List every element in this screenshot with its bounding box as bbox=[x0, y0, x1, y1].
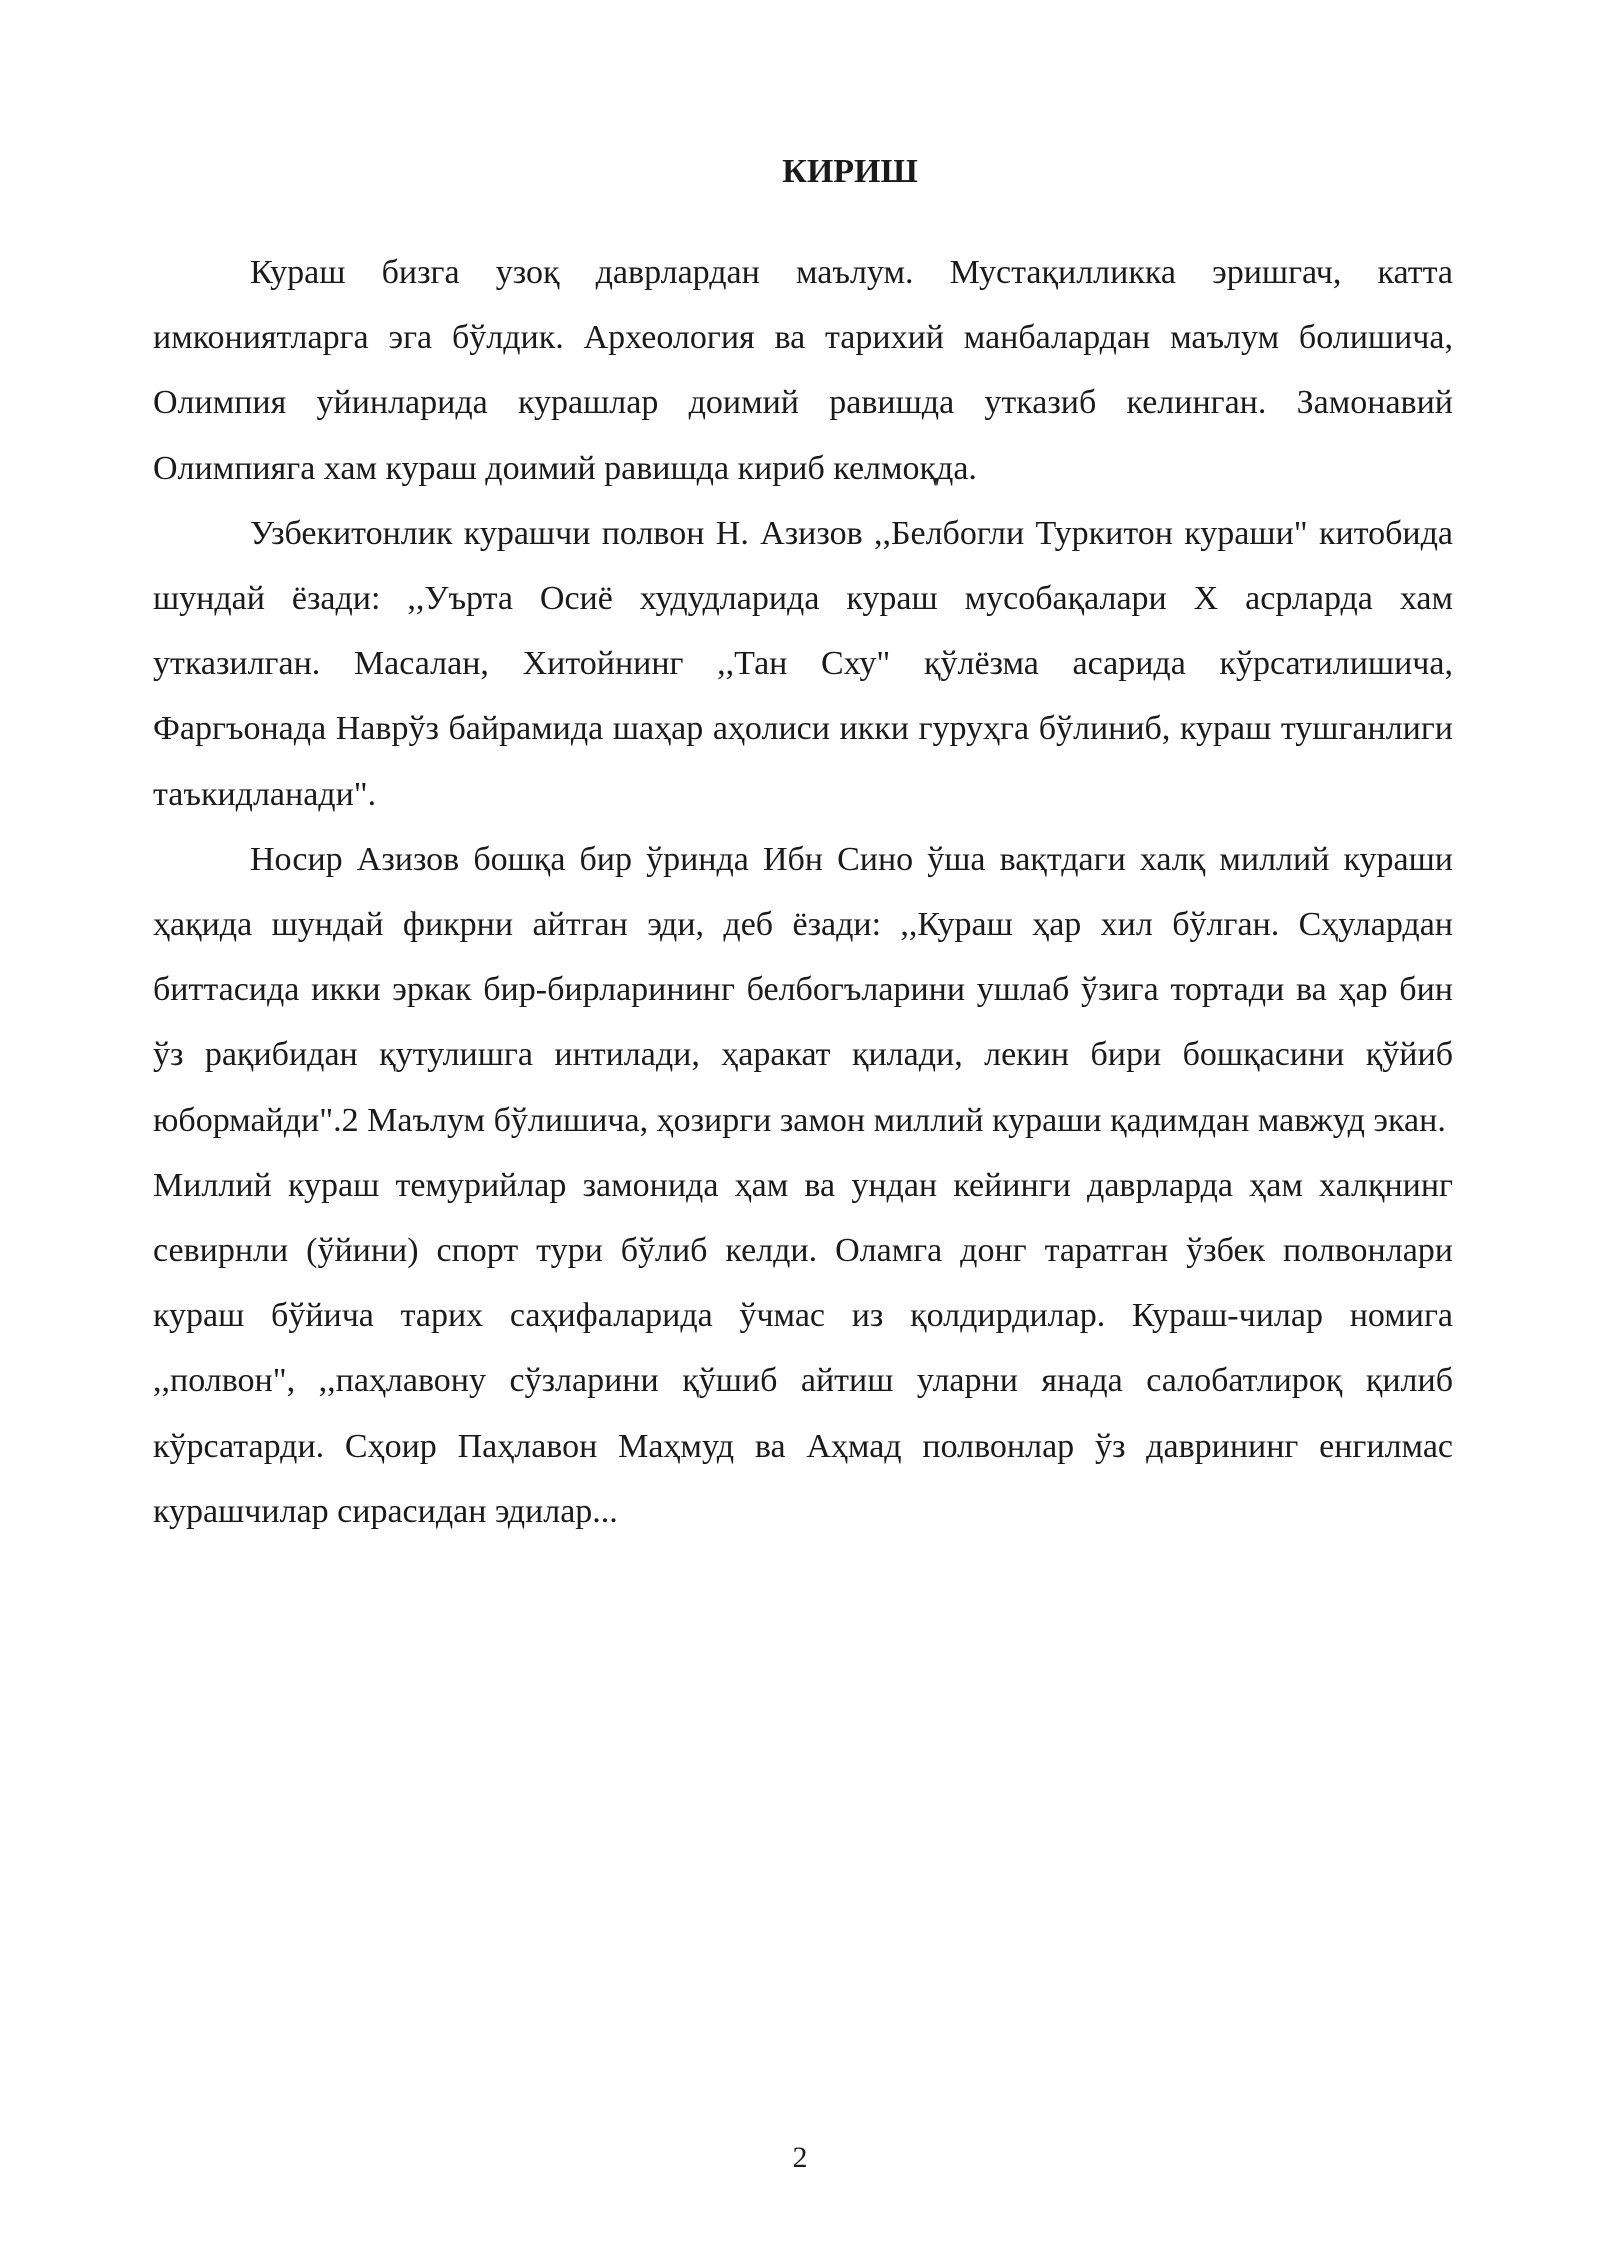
page-title: КИРИШ bbox=[782, 153, 918, 190]
body-text bbox=[153, 240, 1453, 1544]
paragraph-2: Узбекитонлик курашчи полвон Н. Азизов ,,Белбогли Туркитон кураши" китобида шундай ёзади: ,,Уърта Осиё худудларида кураш мусобақалари Х асрларда хам утказилган. Масалан, Хитойнинг ,,Тан Сху" қўлёзма асарида кўрсатилишича, Фаргъонада Наврўз байрамида шаҳар аҳолиси икки гуруҳга бўлиниб, кураш тушганлиги таъкидланади". bbox=[153, 514, 1453, 813]
paragraph-3: Носир Азизов бошқа бир ўринда Ибн Сино ўша вақтдаги халқ миллий кураши ҳақида шундай фикрни айтган эди, деб ёзади: ,,Кураш ҳар хил бўлган. Сҳулардан биттасида икки эркак бир-бирларининг белбогъларини ушлаб ўзига тортади ва ҳар бин ўз рақибидан қутулишга интилади, ҳаракат қилади, лекин бири бошқасини қўйиб юбормайди".2 Маълум бўлишича, ҳозирги замон миллий кураши қадимдан мавжуд экан. bbox=[153, 840, 1453, 1139]
page-number: 2 bbox=[792, 2141, 808, 2174]
paragraph-4: Миллий кураш темурийлар замонида ҳам ва ундан кейинги даврларда ҳам халқнинг севирнли (ўйини) спорт тури бўлиб келди. Оламга донг таратган ўзбек полвонлари кураш бўйича тарих саҳифаларида ўчмас из қолдирдилар. Кураш-чилар номига ,,полвон", ,,паҳлавону сўзларини қўшиб айтиш уларни янада салобатлироқ қилиб кўрсатарди. Сҳоир Паҳлавон Маҳмуд ва Аҳмад полвонлар ўз даврининг енгилмас курашчилар сирасидан эдилар... bbox=[153, 1166, 1453, 1530]
paragraph-1: Кураш бизга узоқ даврлардан маълум. Мустақилликка эришгач, катта имкониятларга эга бўлдик. Археология ва тарихий манбалардан маълум болишича, Олимпия уйинларида курашлар доимий равишда утказиб келинган. Замонавий Олимпияга хам кураш доимий равишда кириб келмоқда. bbox=[153, 254, 1453, 487]
